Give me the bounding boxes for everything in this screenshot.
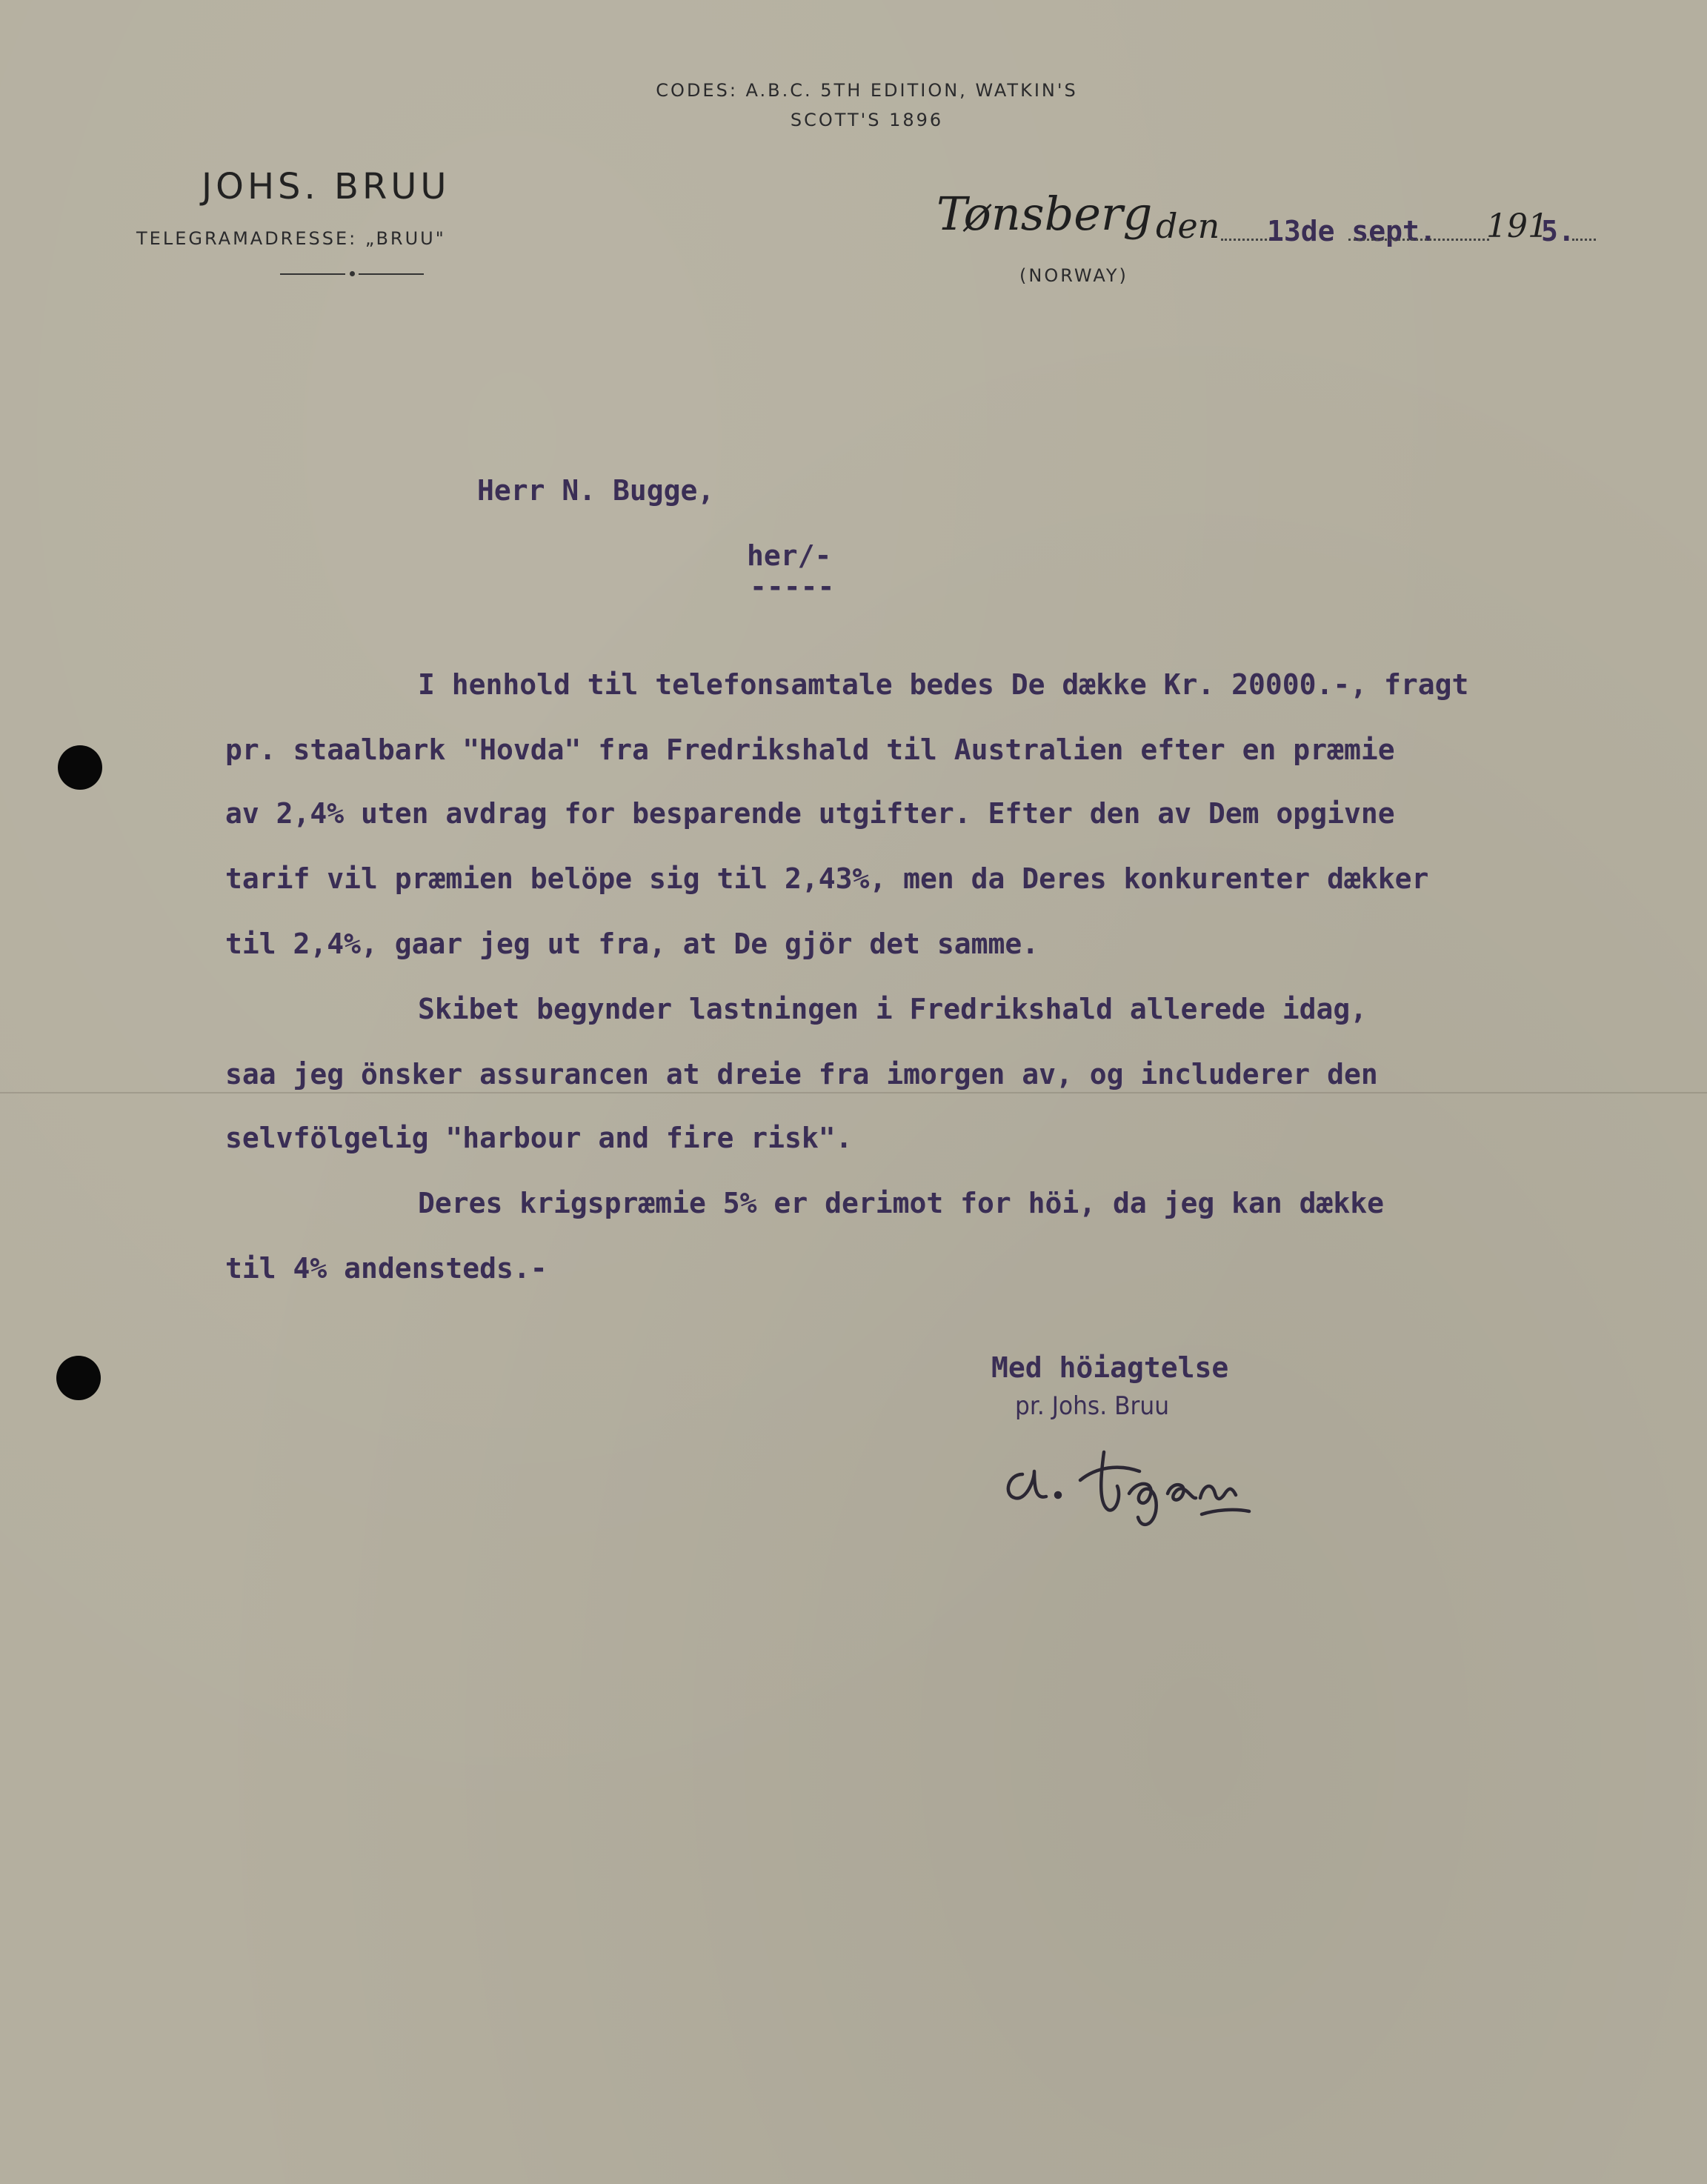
date-prefix: den: [1156, 206, 1220, 246]
body-line: Skibet begynder lastningen i Fredrikshald allerede idag,: [418, 993, 1368, 1025]
fold-crease: [0, 1092, 1707, 1093]
body-line: selvfölgelig "harbour and fire risk".: [225, 1122, 853, 1154]
telegraph-codes-line-1: CODES: A.B.C. 5TH EDITION, WATKIN'S: [656, 80, 1078, 101]
body-line: Deres krigspræmie 5% er derimot for höi, da jeg kan dække: [418, 1187, 1385, 1219]
country-name: (NORWAY): [1019, 265, 1128, 286]
body-line: av 2,4% uten avdrag for besparende utgifter. Efter den av Dem opgivne: [225, 797, 1395, 830]
telegram-address: TELEGRAMADRESSE: „BRUU": [136, 228, 446, 249]
date-dotted-rule: [1572, 239, 1596, 241]
letterhead-ornament: [280, 273, 425, 276]
body-line: saa jeg önsker assurancen at dreie fra imorgen av, og includerer den: [225, 1058, 1378, 1091]
signed-for-stamp: pr. Johs. Bruu: [1015, 1391, 1170, 1421]
year-printed-prefix: 191: [1486, 207, 1548, 245]
telegraph-codes-line-2: SCOTT'S 1896: [790, 110, 944, 130]
date-dotted-rule: [1348, 239, 1489, 241]
body-line: I henhold til telefonsamtale bedes De dække Kr. 20000.-, fragt: [418, 668, 1469, 701]
handwritten-signature: [993, 1422, 1274, 1534]
closing-salutation: Med höiagtelse: [991, 1351, 1229, 1384]
body-line: pr. staalbark "Hovda" fra Fredrikshald til Australien efter en præmie: [225, 733, 1395, 766]
punch-hole-lower: [56, 1356, 101, 1400]
body-line: til 4% andensteds.-: [225, 1252, 548, 1285]
addressee-underline: -----: [750, 570, 835, 603]
company-name: JOHS. BRUU: [202, 166, 450, 207]
year-typed-suffix: 5.: [1541, 215, 1575, 247]
punch-hole-upper: [58, 745, 102, 790]
letter-date: 13de sept.: [1267, 215, 1437, 247]
body-line: til 2,4%, gaar jeg ut fra, at De gjör det samme.: [225, 928, 1039, 960]
addressee-name: Herr N. Bugge,: [477, 474, 715, 507]
place-name: Tønsberg: [936, 187, 1153, 241]
body-line: tarif vil præmien belöpe sig til 2,43%, men da Deres konkurenter dækker: [225, 862, 1429, 895]
addressee-location: her/-: [747, 539, 832, 572]
